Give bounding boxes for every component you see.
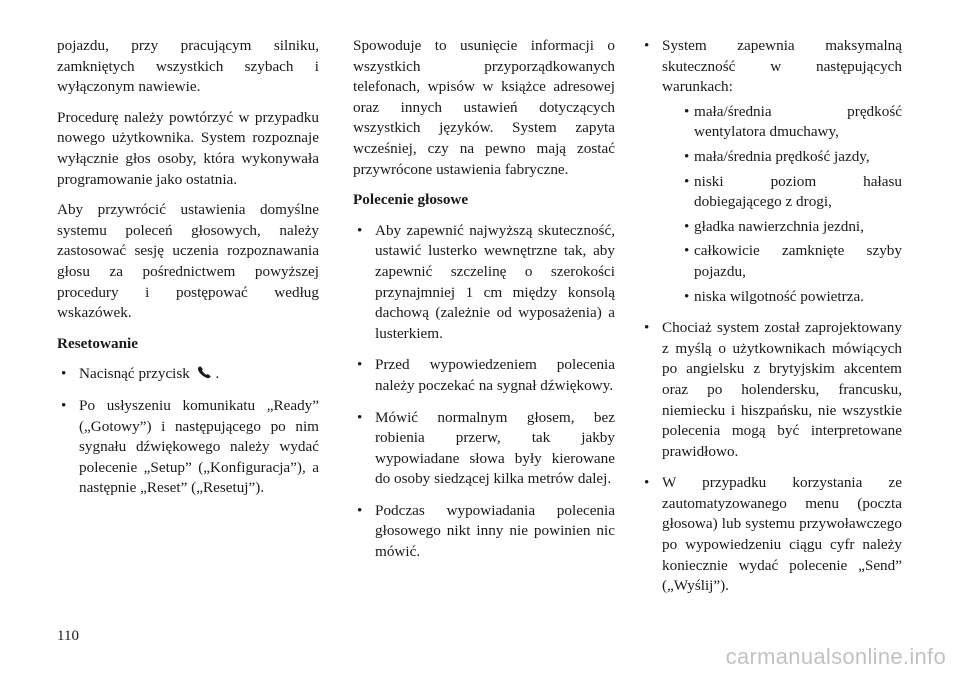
list-item: • Przed wypowiedzeniem polecenia należy poczekać na sygnał dźwiękowy.	[353, 355, 615, 396]
section-heading-voice-command: Polecenie głosowe	[353, 191, 469, 209]
list-item: • Mówić normalnym głosem, bez robienia przerw, tak jakby wypowiadane słowa były kierowane do osoby siedzącej kilka metrów dalej.	[353, 408, 615, 490]
column-middle	[353, 36, 615, 574]
sub-list-item: • mała/średnia prędkość wentylatora dmuchawy,	[662, 102, 902, 143]
column-right	[640, 36, 902, 608]
list-item: • Po usłyszeniu komunikatu „Ready” („Gotowy”) i następującego po nim sygnału dźwiękowego należy wydać polecenie „Setup” („Konfiguracja”), a następnie „Reset” („Resetuj”).	[57, 396, 319, 499]
paragraph: Aby przywrócić ustawienia domyślne systemu poleceń głosowych, należy zastosować sesję uczenia rozpoznawania głosu za pośrednictwem powyższej procedury i postępować według wskazówek.	[57, 201, 319, 322]
paragraph: Procedurę należy powtórzyć w przypadku nowego użytkownika. System rozpoznaje wyłącznie głos osoby, która wykonywała programowanie jako ostatnia.	[57, 108, 319, 188]
list-item-suffix: .	[215, 365, 220, 383]
list-item: • Aby zapewnić najwyższą skuteczność, ustawić lusterko wewnętrzne tak, aby zapewnić szczelinę o szerokości przynajmniej 1 cm między konsolą dachową (zależnie od wyposażenia) a lusterkiem.	[353, 221, 615, 345]
list-item: • Chociaż system został zaprojektowany z myślą o użytkownikach mówiących po angielsku z brytyjskim akcentem oraz po holendersku, francusku, niemiecku i hiszpańsku, nie wszystkie polecenia mogą być interpretowane prawidłowo.	[640, 318, 902, 462]
paragraph: Spowoduje to usunięcie informacji o wszystkich przyporządkowanych telefonach, wpisów w książce adresowej oraz innych ustawień dotyczących wszystkich języków. System zapyta wcześniej, czy na pewno mają zostać przywrócone ustawienia fabryczne.	[353, 37, 615, 178]
sub-list	[662, 102, 902, 307]
sub-list-item: • niski poziom hałasu dobiegającego z drogi,	[662, 172, 902, 213]
list-item	[640, 36, 902, 307]
sub-list-item: • całkowicie zamknięte szyby pojazdu,	[662, 241, 902, 282]
column-left	[57, 36, 319, 510]
list-item-text: Nacisnąć przycisk	[79, 365, 190, 383]
sub-list-item: • gładka nawierzchnia jezdni,	[662, 217, 902, 238]
section-heading-reset: Resetowanie	[57, 334, 138, 352]
paragraph: pojazdu, przy pracującym silniku, zamkniętych wszystkich szybach i wyłączonym nawiewie.	[57, 37, 319, 96]
list-item: • Podczas wypowiadania polecenia głosowego nikt inny nie powinien nic mówić.	[353, 501, 615, 563]
page-number: 110	[57, 628, 79, 644]
list-item	[57, 364, 319, 385]
phone-handset-icon	[197, 366, 212, 379]
sub-list-item: • mała/średnia prędkość jazdy,	[662, 147, 902, 168]
list-item-text: System zapewnia maksymalną skuteczność w następujących warunkach:	[662, 37, 902, 96]
watermark: carmanualsonline.info	[725, 644, 946, 669]
sub-list-item: • niska wilgotność powietrza.	[662, 287, 902, 308]
list-item: • W przypadku korzystania ze zautomatyzowanego menu (poczta głosowa) lub systemu przywoławczego po wypowiedzeniu ciągu cyfr należy koniecznie wydać polecenie „Send” („Wyślij”).	[640, 473, 902, 597]
